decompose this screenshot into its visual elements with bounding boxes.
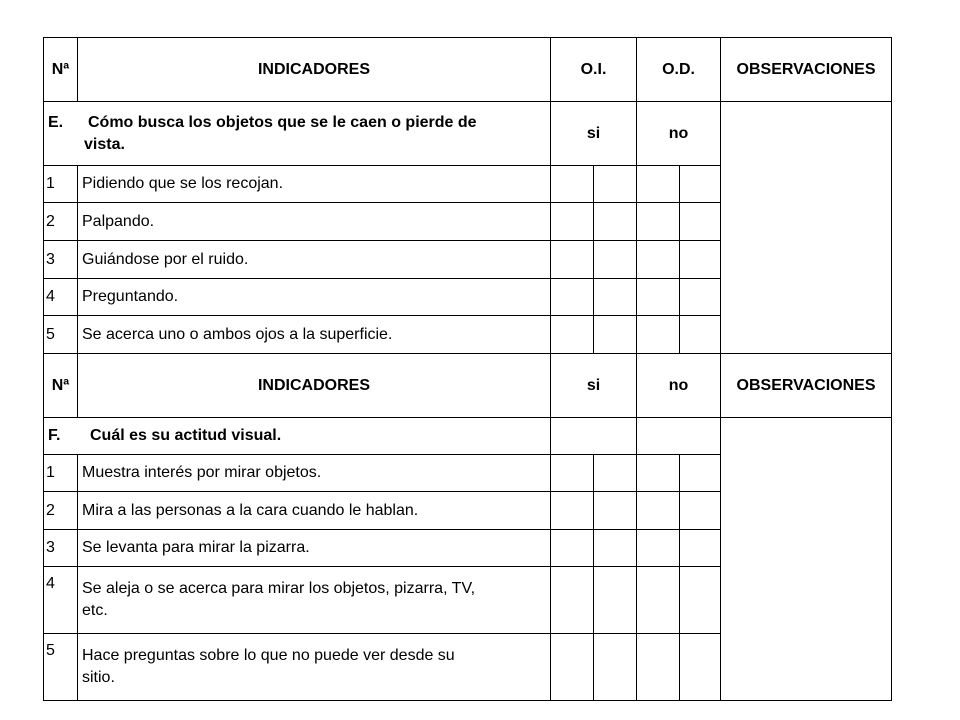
header-no: no [637,354,721,418]
row-number: 3 [44,530,78,567]
mark-cell[interactable] [637,203,680,241]
observation-table [43,37,892,701]
mark-cell[interactable] [551,567,594,634]
mark-cell[interactable] [680,567,721,634]
mark-cell[interactable] [637,455,680,492]
mark-cell[interactable] [594,567,637,634]
indicator-text: Mira a las personas a la cara cuando le hablan. [78,492,551,530]
mark-cell[interactable] [594,316,637,354]
indicator-text-line1: Se aleja o se acerca para mirar los objetos, pizarra, TV, [82,580,476,597]
section-e-title-line2: vista. [84,135,125,153]
section-e-title-row [44,102,892,166]
header-od: O.D. [637,38,721,102]
mark-cell[interactable] [680,203,721,241]
mark-cell[interactable] [680,455,721,492]
mark-cell[interactable] [594,241,637,279]
mark-cell[interactable] [594,455,637,492]
mark-cell[interactable] [637,530,680,567]
section-f-title-row [44,418,892,455]
section-e-title [44,102,551,166]
indicator-text: Guiándose por el ruido. [78,241,551,279]
section-e-observaciones-cell [721,102,892,354]
indicator-text: Pidiendo que se los recojan. [78,166,551,203]
mark-cell[interactable] [637,567,680,634]
header-si: si [551,354,637,418]
mark-cell[interactable] [637,316,680,354]
row-number: 5 [44,316,78,354]
mark-cell[interactable] [680,530,721,567]
mark-cell[interactable] [594,634,637,701]
section-e-no: no [637,102,721,166]
row-number: 3 [44,241,78,279]
mark-cell[interactable] [637,492,680,530]
indicator-text: Palpando. [78,203,551,241]
header-indicadores: INDICADORES [78,354,551,418]
mark-cell[interactable] [637,279,680,316]
indicator-text [78,567,551,634]
indicator-text: Se acerca uno o ambos ojos a la superficie. [78,316,551,354]
mark-cell[interactable] [551,279,594,316]
mark-cell[interactable] [551,530,594,567]
section-e-title-line1: Cómo busca los objetos que se le caen o pierde de [88,113,477,131]
mark-cell[interactable] [680,316,721,354]
section-f-observaciones-cell [721,418,892,701]
indicator-text-line1: Hace preguntas sobre lo que no puede ver desde su [82,647,455,664]
mark-cell[interactable] [637,166,680,203]
row-number: 4 [44,279,78,316]
header-observaciones: OBSERVACIONES [721,38,892,102]
indicator-text: Preguntando. [78,279,551,316]
header-oi: O.I. [551,38,637,102]
header-row-2 [44,354,892,418]
section-e-letter: E. [48,113,64,131]
mark-cell[interactable] [680,166,721,203]
row-number: 1 [44,166,78,203]
mark-cell[interactable] [594,203,637,241]
mark-cell[interactable] [551,241,594,279]
row-number: 1 [44,455,78,492]
header-num: Nª [44,354,78,418]
mark-cell[interactable] [594,279,637,316]
mark-cell[interactable] [551,634,594,701]
section-f-title [44,418,551,455]
mark-cell[interactable] [551,166,594,203]
indicator-text: Se levanta para mirar la pizarra. [78,530,551,567]
section-f-letter: F. [48,427,61,444]
header-num: Nª [44,38,78,102]
row-number: 5 [44,634,78,701]
header-indicadores: INDICADORES [78,38,551,102]
indicator-text-line2: sitio. [82,669,115,686]
mark-cell[interactable] [680,492,721,530]
mark-cell[interactable] [680,279,721,316]
mark-cell[interactable] [637,634,680,701]
mark-cell[interactable] [594,492,637,530]
mark-cell[interactable] [680,634,721,701]
indicator-text-line2: etc. [82,602,108,619]
section-e-si: si [551,102,637,166]
header-row-1 [44,38,892,102]
header-observaciones: OBSERVACIONES [721,354,892,418]
row-number: 4 [44,567,78,634]
row-number: 2 [44,203,78,241]
mark-cell[interactable] [594,530,637,567]
mark-cell[interactable] [551,492,594,530]
indicator-text: Muestra interés por mirar objetos. [78,455,551,492]
row-number: 2 [44,492,78,530]
mark-cell[interactable] [680,241,721,279]
section-f-si-cell [551,418,637,455]
mark-cell[interactable] [551,316,594,354]
section-f-title-text: Cuál es su actitud visual. [90,427,282,444]
mark-cell[interactable] [637,241,680,279]
section-f-no-cell [637,418,721,455]
mark-cell[interactable] [551,203,594,241]
mark-cell[interactable] [594,166,637,203]
indicator-text [78,634,551,701]
mark-cell[interactable] [551,455,594,492]
